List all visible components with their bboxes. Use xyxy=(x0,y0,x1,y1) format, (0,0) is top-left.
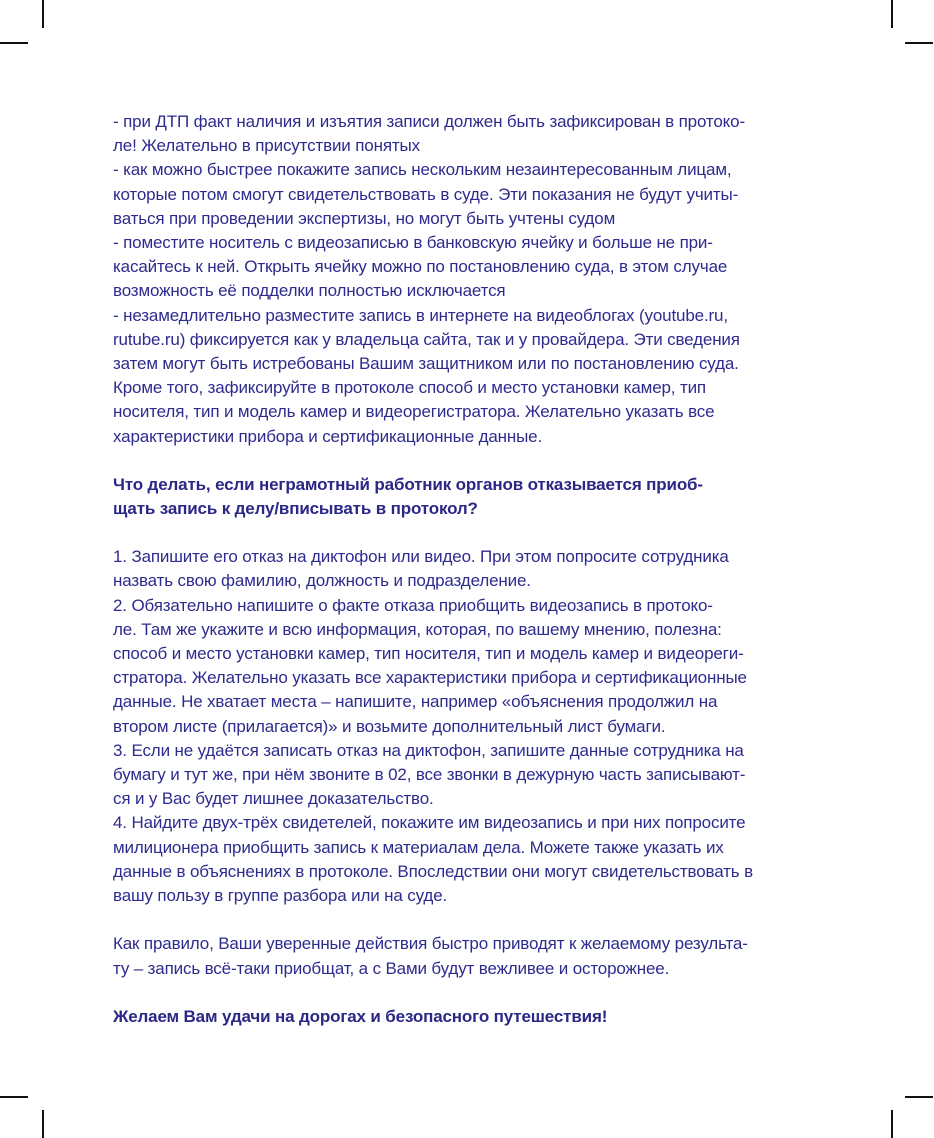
crop-mark-top-left-vertical xyxy=(42,0,44,28)
text-line: данные. Не хватает места – напишите, например «объяснения продолжил на xyxy=(113,692,718,712)
crop-mark-bottom-left-horizontal xyxy=(0,1096,28,1098)
text-line: назвать свою фамилию, должность и подразделение. xyxy=(113,571,531,591)
text-line: втором листе (прилагается)» и возьмите дополнительный лист бумаги. xyxy=(113,716,666,736)
text-line: милиционера приобщить запись к материалам дела. Можете также указать их xyxy=(113,837,724,857)
crop-mark-top-left-horizontal xyxy=(0,42,28,44)
crop-mark-bottom-right-vertical xyxy=(891,1110,893,1138)
text-line: ваться при проведении экспертизы, но могут быть учтены судом xyxy=(113,208,616,228)
crop-mark-top-right-horizontal xyxy=(905,42,933,44)
text-line: возможность её подделки полностью исключается xyxy=(113,281,506,301)
text-line: 4. Найдите двух-трёх свидетелей, покажите им видеозапись и при них попросите xyxy=(113,813,746,833)
crop-mark-bottom-left-vertical xyxy=(42,1110,44,1138)
text-line: ту – запись всё-таки приобщат, а с Вами будут вежливее и осторожнее. xyxy=(113,958,670,978)
heading-line: щать запись к делу/вписывать в протокол? xyxy=(113,499,478,519)
text-line: Кроме того, зафиксируйте в протоколе способ и место установки камер, тип xyxy=(113,378,706,398)
text-line: ле! Желательно в присутствии понятых xyxy=(113,136,420,156)
text-line: - при ДТП факт наличия и изъятия записи должен быть зафиксирован в протоко- xyxy=(113,112,745,131)
document-page xyxy=(113,110,825,1029)
text-line: - незамедлительно разместите запись в интернете на видеоблогах (youtube.ru, xyxy=(113,305,728,325)
text-line: - поместите носитель с видеозаписью в банковскую ячейку и больше не при- xyxy=(113,233,713,253)
steps-list xyxy=(113,545,825,908)
text-line: Как правило, Ваши уверенные действия быстро приводят к желаемому результа- xyxy=(113,934,748,954)
crop-mark-top-right-vertical xyxy=(891,0,893,28)
text-line: ле. Там же укажите и всю информация, которая, по вашему мнению, полезна: xyxy=(113,619,722,639)
text-line: затем могут быть истребованы Вашим защитником или по постановлению суда. xyxy=(113,354,739,374)
closing-wish: Желаем Вам удачи на дорогах и безопасного путешествия! xyxy=(113,1006,608,1026)
text-line: данные в объяснениях в протоколе. Впоследствии они могут свидетельствовать в xyxy=(113,861,753,881)
conclusion-paragraph xyxy=(113,932,825,980)
text-line: касайтесь к ней. Открыть ячейку можно по постановлению суда, в этом случае xyxy=(113,257,728,277)
text-line: которые потом смогут свидетельствовать в суде. Эти показания не будут учиты- xyxy=(113,184,739,204)
crop-mark-bottom-right-horizontal xyxy=(905,1096,933,1098)
text-line: ся и у Вас будет лишнее доказательство. xyxy=(113,789,434,809)
text-line: 3. Если не удаётся записать отказ на диктофон, запишите данные сотрудника на xyxy=(113,740,744,760)
text-line: rutube.ru) фиксируется как у владельца сайта, так и у провайдера. Эти сведения xyxy=(113,329,740,349)
section-heading xyxy=(113,473,825,521)
text-line: стратора. Желательно указать все характеристики прибора и сертификационные xyxy=(113,668,747,688)
text-line: вашу пользу в группе разбора или на суде. xyxy=(113,886,448,906)
intro-paragraph xyxy=(113,110,825,449)
text-line: - как можно быстрее покажите запись нескольким незаинтересованным лицам, xyxy=(113,160,732,180)
text-line: 1. Запишите его отказ на диктофон или видео. При этом попросите сотрудника xyxy=(113,547,729,567)
text-line: характеристики прибора и сертификационные данные. xyxy=(113,426,543,446)
text-line: способ и место установки камер, тип носителя, тип и модель камер и видеореги- xyxy=(113,644,744,664)
text-line: носителя, тип и модель камер и видеорегистратора. Желательно указать все xyxy=(113,402,715,422)
text-line: бумагу и тут же, при нём звоните в 02, все звонки в дежурную часть записывают- xyxy=(113,765,746,785)
heading-line: Что делать, если неграмотный работник органов отказывается приоб- xyxy=(113,474,703,494)
text-line: 2. Обязательно напишите о факте отказа приобщить видеозапись в протоко- xyxy=(113,595,713,615)
